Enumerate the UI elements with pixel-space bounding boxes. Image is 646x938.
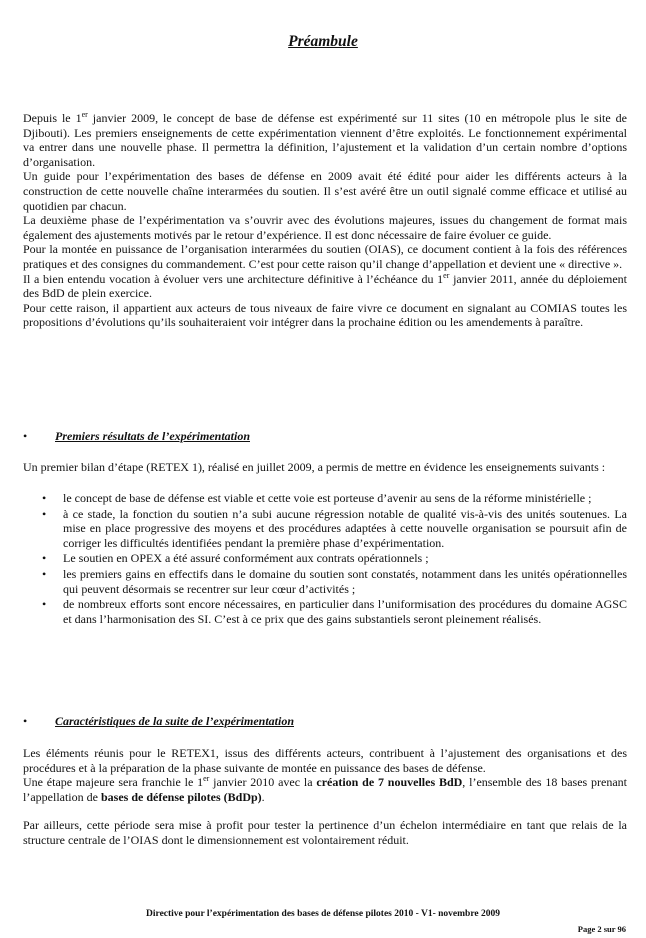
intro-p5-text-cont: janvier 2011, année du déploiement des BdD de plein exercice. — [23, 271, 627, 301]
list-item-text: les premiers gains en effectifs dans le domaine du soutien sont constatés, notamment dans les unités opérationnelles qui peuvent désormais se recentrer sur leur cœur d’activités ; — [63, 566, 627, 596]
footer-text: Directive pour l’expérimentation des bases de défense pilotes 2010 - V1- novembre 2009 — [146, 909, 500, 919]
s2-p2-sup: er — [203, 774, 210, 784]
section2-paragraph-1: Les éléments réunis pour le RETEX1, issus des différents acteurs, contribuent à l’ajustement des organisations et des procédures et à la préparation de la phase suivante de montée en puissance des bases de défense. — [23, 746, 627, 775]
section1-heading: Premiers résultats de l’expérimentation — [55, 429, 250, 443]
list-item-text: Le soutien en OPEX a été assuré conformément aux contrats opérationnels ; — [63, 551, 429, 566]
bullet-icon: • — [42, 566, 47, 581]
intro-paragraph-4: Pour la montée en puissance de l’organisation interarmées du soutien (OIAS), ce document contient à la fois des références pratiques et des consignes du commandement. C’est pour cette raison qu’il change d’appellation et devient une « directive ». — [23, 242, 627, 271]
intro-paragraph-1 — [23, 111, 627, 169]
intro-p1-text-cont: janvier 2009, le concept de base de défense est expérimenté sur 11 sites (10 en métropole plus le site de Djibouti). Les premiers enseignements de cette expérimentation viennent d’être exploités. Le fonctionnement expérimental va entrer dans une nouvelle phase. Il permettra la définition, l’ajustement et la validation d’un certain nombre d’options d’organisation. — [23, 111, 627, 169]
list-item — [23, 597, 627, 626]
bullet-icon: • — [42, 506, 47, 521]
section2-heading: Caractéristiques de la suite de l’expérimentation — [55, 714, 294, 728]
bullet-icon: • — [23, 714, 28, 728]
intro-p1-text: Depuis le 1 — [23, 111, 82, 125]
section2-body — [23, 746, 627, 848]
intro-paragraph-6: Pour cette raison, il appartient aux acteurs de tous niveaux de faire vivre ce document en signalant au COMIAS toutes les propositions d’évolutions qu’ils souhaiteraient voir intégrer dans la prochaine édition ou les amendements à paraître. — [23, 300, 627, 330]
list-item-text: le concept de base de défense est viable et cette voie est porteuse d’avenir au sens de la réforme ministérielle ; — [63, 491, 592, 505]
intro-paragraph-3: La deuxième phase de l’expérimentation va s’ouvrir avec des évolutions majeures, issues du changement de format mais également des ajustements motivés par le retour d’expérience. Il est donc nécessaire de faire évoluer ce guide. — [23, 213, 627, 242]
bullet-icon: • — [42, 597, 47, 612]
s2-p2-bold-1: création de 7 nouvelles BdD — [316, 775, 463, 790]
section1-list — [23, 491, 627, 627]
s2-p2-bold-2: bases de défense pilotes (BdDp) — [100, 789, 262, 804]
intro-paragraph-2: Un guide pour l’expérimentation des bases de défense en 2009 avait été édité pour aider les différents acteurs à la construction de cette nouvelle chaîne interarmées du soutien. Il s’est avéré être un outil signalé comme efficace et utilisé au quotidien par chacun. — [23, 169, 627, 213]
list-item — [23, 507, 627, 551]
list-item — [23, 491, 627, 506]
list-item-text: de nombreux efforts sont encore nécessaires, en particulier dans l’uniformisation des procédures du domaine AGSC et dans l’harmonisation des SI. C’est à ce prix que des gains substantiels seront pleinement réalisés. — [63, 597, 627, 626]
s2-p2-text-cont-2: , l’ensemble des 18 bases prenant l’appellation de — [23, 775, 627, 804]
s2-p2-text: Une étape majeure sera franchie le 1 — [23, 775, 204, 790]
intro-p1-sup: er — [81, 110, 88, 119]
bullet-icon: • — [42, 491, 47, 505]
section2-paragraph-2 — [23, 775, 627, 804]
bullet-icon: • — [42, 551, 47, 566]
section2-paragraph-3: Par ailleurs, cette période sera mise à profit pour tester la pertinence d’un échelon intermédiaire en tant que relais de la structure centrale de l’OIAS dont le dimensionnement est volontairement réduit. — [23, 818, 627, 847]
section1-intro: Un premier bilan d’étape (RETEX 1), réalisé en juillet 2009, a permis de mettre en évidence les enseignements suivants : — [23, 460, 606, 474]
list-item — [23, 567, 627, 596]
page-title: Préambule — [288, 33, 358, 50]
list-item — [23, 551, 627, 566]
list-item-text: à ce stade, la fonction du soutien n’a subi aucune régression notable de qualité vis-à-vis des unités soutenues. La mise en place progressive des moyens et des procédures adaptées à cette nouvelle organisation se poursuit afin de corriger les difficultés identifiées pendant la première phase d’expérimentation. — [63, 506, 627, 550]
intro-p5-sup: er — [443, 270, 450, 280]
intro-section — [23, 111, 627, 330]
page-number: Page 2 sur 96 — [577, 924, 626, 934]
s2-p2-text-end: . — [261, 789, 265, 804]
bullet-icon: • — [23, 429, 28, 443]
intro-paragraph-5 — [23, 272, 627, 301]
intro-p5-text: Il a bien entendu vocation à évoluer vers une architecture définitive à l’échéance du 1 — [23, 271, 444, 286]
s2-p2-text-cont: janvier 2010 avec la — [209, 775, 317, 790]
